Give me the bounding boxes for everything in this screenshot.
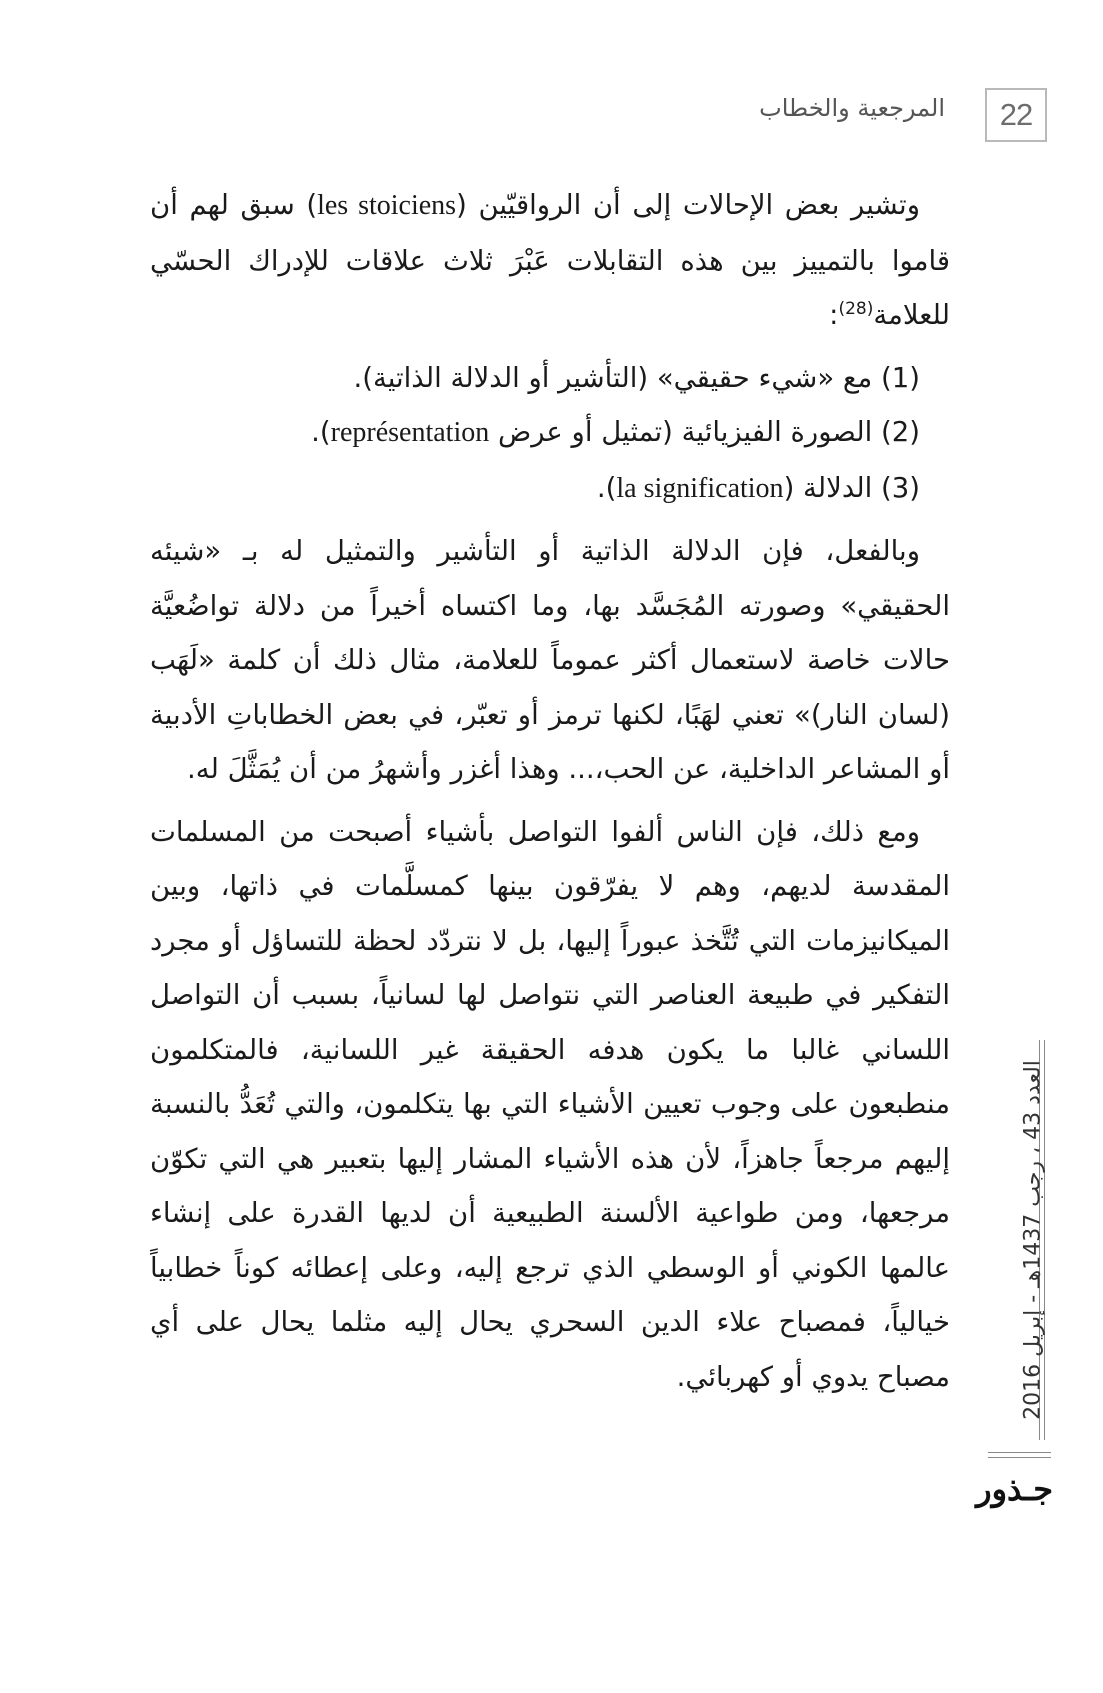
list-item-3-text-a: (3) الدلالة (	[783, 471, 920, 504]
footnote-ref-28[interactable]: (28)	[838, 298, 874, 319]
paragraph-2: وبالفعل، فإن الدلالة الذاتية أو التأشير والتمثيل له بـ «شيئه الحقيقي» وصورته المُجَسَّد بها، وما اكتساه أخيراً من دلالة تواضُعيَّة حالات خاصة لاستعمال أكثر عموماً للعلامة، مثال ذلك أن كلمة «لَهَب (لسان النار)» تعني لهَبًا، لكنها ترمز أو تعبّر، في بعض الخطاباتِ الأدبية أو المشاعر الداخلية، عن الحب،... وهذا أغزر وأشهرُ من أن يُمَثَّلَ له.	[150, 535, 950, 785]
list-item-3	[150, 461, 950, 517]
paragraph-3: ومع ذلك، فإن الناس ألفوا التواصل بأشياء أصبحت من المسلمات المقدسة لديهم، وهم لا يفرّقون بينها كمسلَّمات في ذاتها، وبين الميكانيزمات التي تُتَّخذ عبوراً إليها، بل لا نتردّد لحظة للتساؤل أو مجرد التفكير في طبيعة العناصر التي نتواصل لها لسانياً، بسبب أن التواصل اللساني غالبا ما يكون هدفه الحقيقة غير اللسانية، فالمتكلمون منطبعون على وجوب تعيين الأشياء التي بها يتكلمون، والتي تُعَدُّ بالنسبة إليهم مرجعاً جاهزاً، لأن هذه الأشياء المشار إليها بتعبير هي التي تكوّن مرجعها، ومن طواعية الألسنة الطبيعية أن لديها القدرة على إنشاء عالمها الكوني أو الوسطي الذي ترجع إليه، وعلى إعطائه كوناً خطابياً خيالياً، فمصباح علاء الدين السحري يحال إليه مثلما يحال على أي مصباح يدوي أو كهربائي.	[150, 815, 950, 1393]
latin-term-stoiciens: les stoiciens	[317, 190, 457, 221]
running-title: المرجعية والخطاب	[759, 94, 945, 122]
paragraph-1-text-a: وتشير بعض الإحالات إلى أن الرواقيّين (	[456, 189, 920, 221]
paragraph-1-colon: :	[829, 299, 839, 331]
issue-info: العدد 43 ، رجب 1437هـ - إبريل 2016	[1020, 1060, 1046, 1420]
journal-logo: جـذور	[976, 1470, 1053, 1508]
list-item-1: (1) مع «شيء حقيقي» (التأشير أو الدلالة الذاتية).	[353, 361, 920, 394]
list-item-2-text-b: ).	[311, 416, 331, 448]
list-item-3-text-b: ).	[596, 471, 617, 504]
paragraph-1	[150, 178, 950, 343]
latin-term-representation: représentation	[330, 417, 490, 448]
page-number-box	[985, 88, 1047, 142]
latin-term-signification: la signification	[616, 472, 784, 504]
list-item-2	[150, 405, 950, 461]
bottom-divider-rule	[988, 1452, 1051, 1458]
article-body	[150, 178, 950, 1404]
paragraph-1-text-b: ) سبق لهم أن قاموا بالتمييز بين هذه التقابلات عَبْرَ ثلاث علاقات للإدراك الحسّي للعلامة	[150, 189, 950, 331]
list-item-2-text-a: (2) الصورة الفيزيائية (تمثيل أو عرض	[489, 416, 920, 448]
page-number: 22	[999, 97, 1033, 132]
